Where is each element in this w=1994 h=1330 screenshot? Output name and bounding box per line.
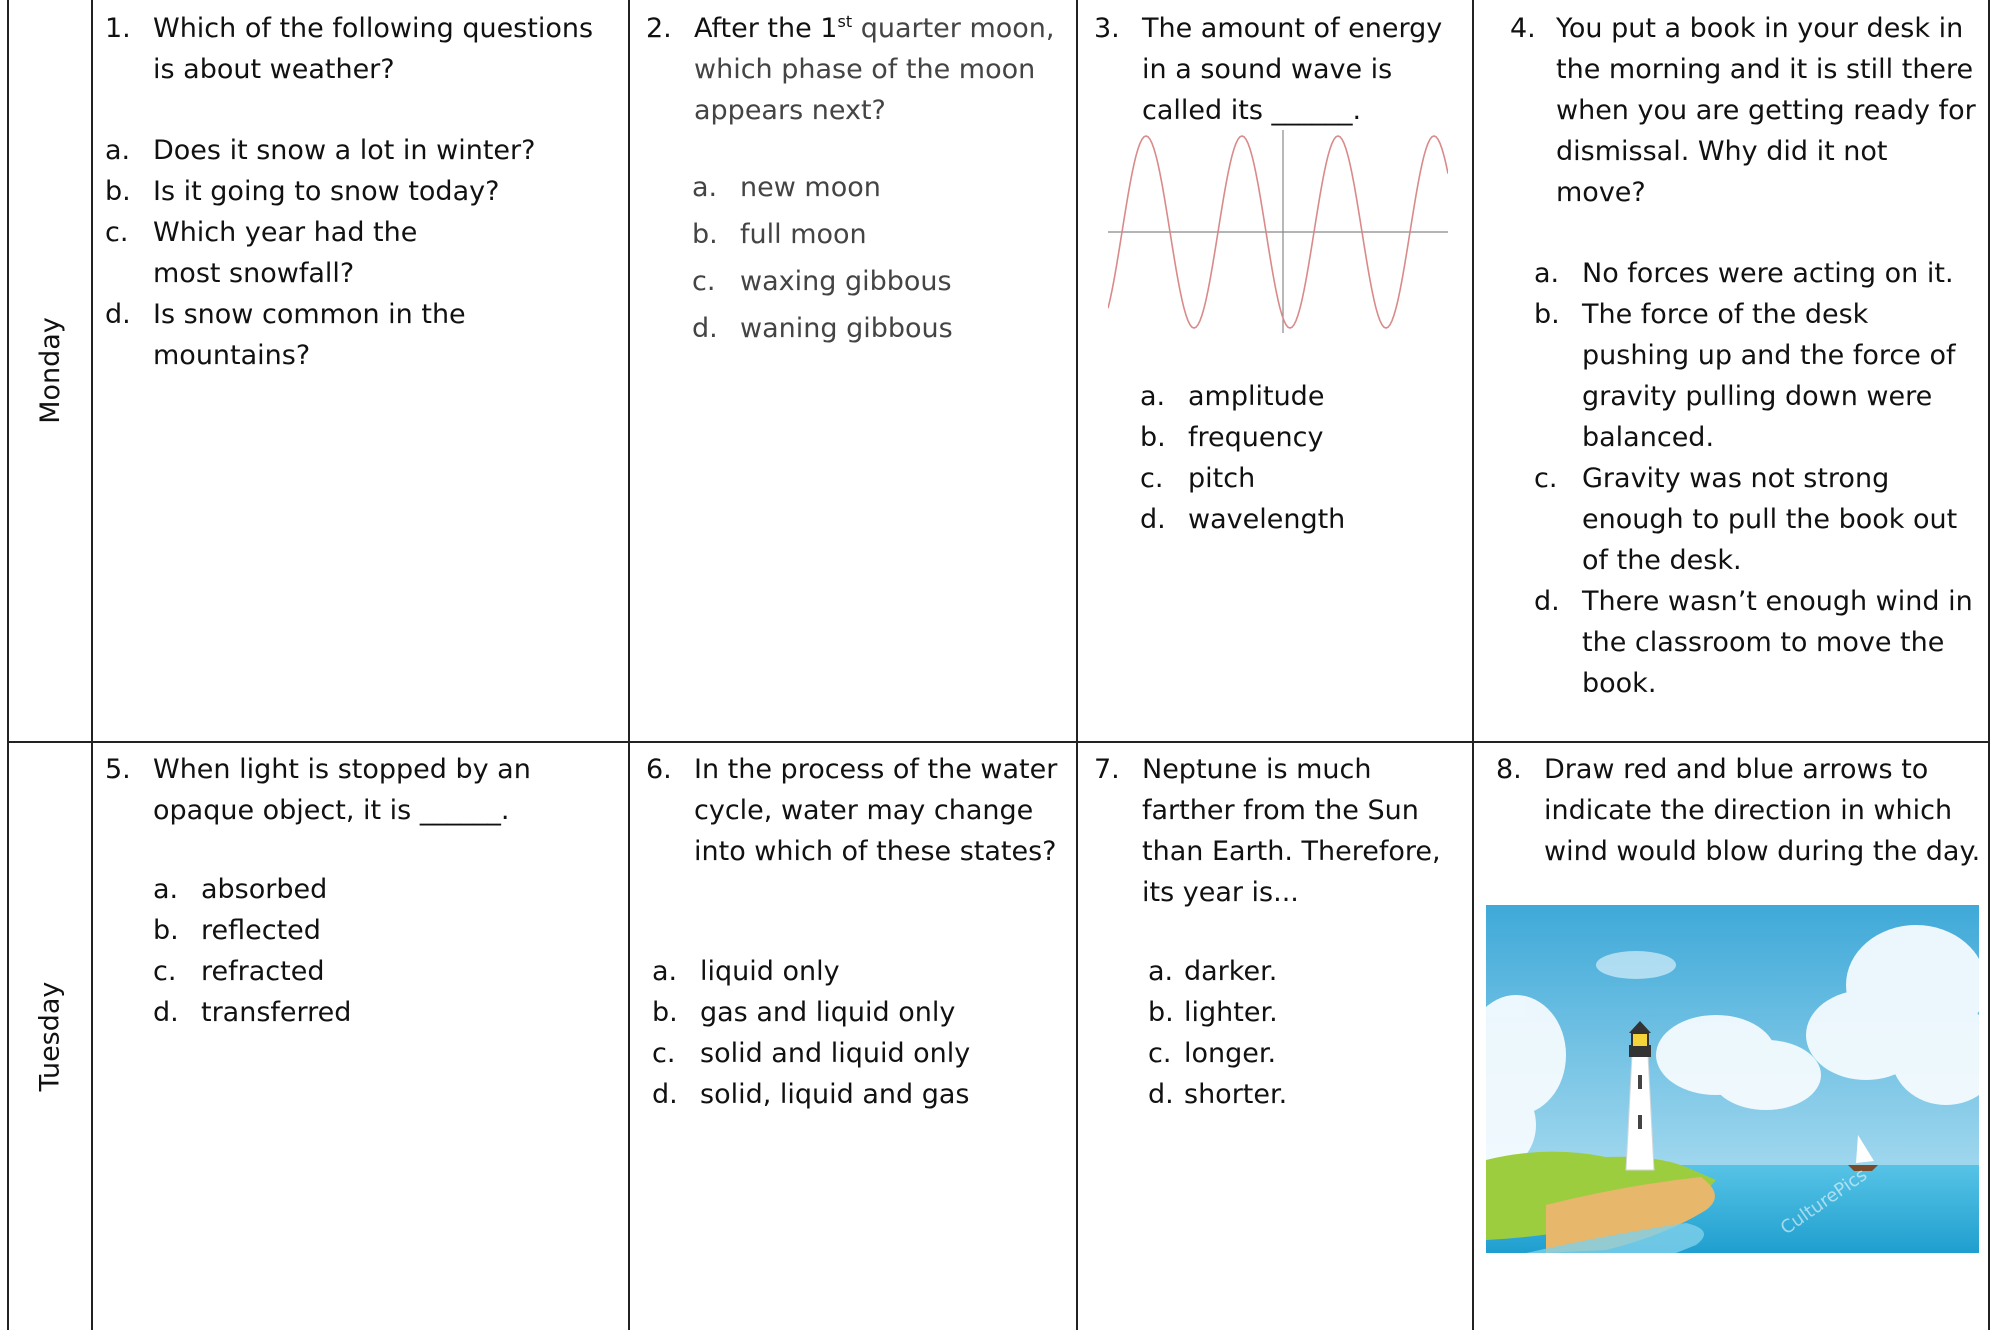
option xyxy=(1148,1033,1448,1074)
option xyxy=(652,1033,1052,1074)
question-3-cell xyxy=(1078,0,1474,743)
option xyxy=(1534,458,1974,581)
option-text: lighter. xyxy=(1184,997,1278,1028)
option-text: longer. xyxy=(1184,1038,1277,1069)
option xyxy=(652,992,1052,1033)
question-2-text-pre: After the 1 xyxy=(694,13,838,44)
option-letter: a. xyxy=(1148,956,1174,987)
option-text: frequency xyxy=(1188,422,1324,453)
question-6 xyxy=(646,749,1066,872)
option-letter: b. xyxy=(692,219,718,250)
option-letter: c. xyxy=(153,956,177,987)
option-letter: c. xyxy=(1140,463,1164,494)
option xyxy=(105,212,483,294)
question-5 xyxy=(105,749,605,831)
question-5-options xyxy=(153,869,593,1033)
option-letter: d. xyxy=(1534,586,1560,617)
option-text: Gravity was not strong enough to pull the book out of the desk. xyxy=(1582,463,1958,576)
worksheet-table xyxy=(7,0,1990,1330)
option xyxy=(652,951,1052,992)
question-5-number: 5. xyxy=(105,754,131,785)
option-text: Is snow common in the mountains? xyxy=(153,299,466,371)
question-3-text: The amount of energy in a sound wave is called its ______. xyxy=(1142,13,1443,126)
option-text: new moon xyxy=(740,172,881,203)
option-letter: a. xyxy=(105,135,131,166)
option-text: Does it snow a lot in winter? xyxy=(153,135,536,166)
image-watermark: CulturePics xyxy=(1776,1164,1872,1240)
sound-wave-image xyxy=(1108,128,1448,333)
option-letter: a. xyxy=(153,874,179,905)
question-4 xyxy=(1510,8,1980,213)
option xyxy=(1140,458,1460,499)
option xyxy=(692,164,1052,211)
option-letter: b. xyxy=(153,915,179,946)
question-1-options xyxy=(105,130,615,376)
question-4-number: 4. xyxy=(1510,13,1536,44)
option-text: solid and liquid only xyxy=(700,1038,971,1069)
option xyxy=(692,305,1052,352)
question-3-options xyxy=(1140,376,1460,540)
lighthouse-picture xyxy=(1486,905,1979,1253)
option xyxy=(1534,253,1974,294)
question-2-text-post: quarter moon, which phase of the moon appears next? xyxy=(694,13,1055,126)
option-letter: c. xyxy=(1148,1038,1172,1069)
option-text: reflected xyxy=(201,915,321,946)
option xyxy=(1140,376,1460,417)
option xyxy=(153,910,593,951)
option-text: waxing gibbous xyxy=(740,266,952,297)
option-letter: a. xyxy=(1534,258,1560,289)
option-letter: d. xyxy=(692,313,718,344)
option-text: transferred xyxy=(201,997,352,1028)
option-letter: d. xyxy=(652,1079,678,1110)
question-7-number: 7. xyxy=(1094,754,1120,785)
option-text: No forces were acting on it. xyxy=(1582,258,1954,289)
option-text: amplitude xyxy=(1188,381,1325,412)
option-text: refracted xyxy=(201,956,325,987)
option-text: absorbed xyxy=(201,874,328,905)
question-5-text: When light is stopped by an opaque object, it is ______. xyxy=(153,754,531,826)
question-8-cell xyxy=(1474,743,1988,1330)
question-5-cell xyxy=(93,743,630,1330)
question-4-options xyxy=(1534,253,1974,704)
question-1-number: 1. xyxy=(105,13,131,44)
question-1 xyxy=(105,8,615,90)
option xyxy=(692,211,1052,258)
option-text: The force of the desk pushing up and the force of gravity pulling down were balanced. xyxy=(1582,299,1956,453)
day-label-tuesday-cell xyxy=(9,743,93,1330)
option-text: Which year had the most snowfall? xyxy=(153,217,418,289)
option-letter: c. xyxy=(1534,463,1558,494)
option-letter: d. xyxy=(105,299,131,330)
question-3 xyxy=(1094,8,1464,131)
option-letter: b. xyxy=(1140,422,1166,453)
question-7-options xyxy=(1148,951,1448,1115)
option xyxy=(105,171,615,212)
option-letter: a. xyxy=(692,172,718,203)
option xyxy=(1148,992,1448,1033)
option xyxy=(652,1074,1052,1115)
option xyxy=(1140,499,1460,540)
option-letter: a. xyxy=(652,956,678,987)
option xyxy=(153,992,593,1033)
question-2 xyxy=(646,8,1056,131)
option xyxy=(1140,417,1460,458)
question-7 xyxy=(1094,749,1466,913)
option-letter: c. xyxy=(652,1038,676,1069)
option-letter: b. xyxy=(1148,997,1174,1028)
question-6-cell xyxy=(630,743,1078,1330)
option-text: waning gibbous xyxy=(740,313,953,344)
option xyxy=(153,869,593,910)
option-letter: c. xyxy=(692,266,716,297)
question-7-cell xyxy=(1078,743,1474,1330)
option-text: solid, liquid and gas xyxy=(700,1079,970,1110)
day-label-monday: Monday xyxy=(34,317,66,424)
question-4-text: You put a book in your desk in the morning and it is still there when you are getting ready for dismissal. Why did it not move? xyxy=(1556,13,1976,208)
option xyxy=(105,294,483,376)
option xyxy=(105,130,615,171)
option xyxy=(153,951,593,992)
option-text: Is it going to snow today? xyxy=(153,176,500,207)
lighthouse-coast-image xyxy=(1486,905,1979,1253)
option-letter: d. xyxy=(1140,504,1166,535)
question-1-text: Which of the following questions is about weather? xyxy=(153,13,594,85)
day-label-monday-cell xyxy=(9,0,93,743)
question-7-text: Neptune is much farther from the Sun than Earth. Therefore, its year is... xyxy=(1142,754,1441,908)
option-letter: c. xyxy=(105,217,129,248)
option-text: shorter. xyxy=(1184,1079,1288,1110)
option-text: wavelength xyxy=(1188,504,1346,535)
question-8-text: Draw red and blue arrows to indicate the direction in which wind would blow during the day. xyxy=(1544,754,1981,867)
option xyxy=(1534,294,1974,458)
option-letter: d. xyxy=(153,997,179,1028)
option xyxy=(1148,951,1448,992)
option-text: pitch xyxy=(1188,463,1256,494)
question-6-text: In the process of the water cycle, water may change into which of these states? xyxy=(694,754,1058,867)
question-2-number: 2. xyxy=(646,13,672,44)
option xyxy=(1148,1074,1448,1115)
question-4-cell xyxy=(1474,0,1988,743)
question-3-number: 3. xyxy=(1094,13,1120,44)
question-1-cell xyxy=(93,0,630,743)
question-8 xyxy=(1496,749,1988,872)
question-6-number: 6. xyxy=(646,754,672,785)
option-letter: d. xyxy=(1148,1079,1174,1110)
question-6-options xyxy=(652,951,1052,1115)
option-text: gas and liquid only xyxy=(700,997,956,1028)
option-letter: b. xyxy=(105,176,131,207)
option-letter: a. xyxy=(1140,381,1166,412)
option-text: darker. xyxy=(1184,956,1278,987)
option xyxy=(692,258,1052,305)
question-2-cell xyxy=(630,0,1078,743)
question-2-options xyxy=(692,164,1052,352)
option-letter: b. xyxy=(652,997,678,1028)
option-text: full moon xyxy=(740,219,867,250)
option-text: liquid only xyxy=(700,956,840,987)
question-2-text xyxy=(646,8,1056,131)
day-label-tuesday: Tuesday xyxy=(34,981,66,1092)
option xyxy=(1534,581,1974,704)
question-2-text-sup: st xyxy=(837,12,853,31)
option-letter: b. xyxy=(1534,299,1560,330)
question-8-number: 8. xyxy=(1496,754,1522,785)
option-text: There wasn’t enough wind in the classroom to move the book. xyxy=(1582,586,1973,699)
sound-wave-graph xyxy=(1108,128,1448,333)
